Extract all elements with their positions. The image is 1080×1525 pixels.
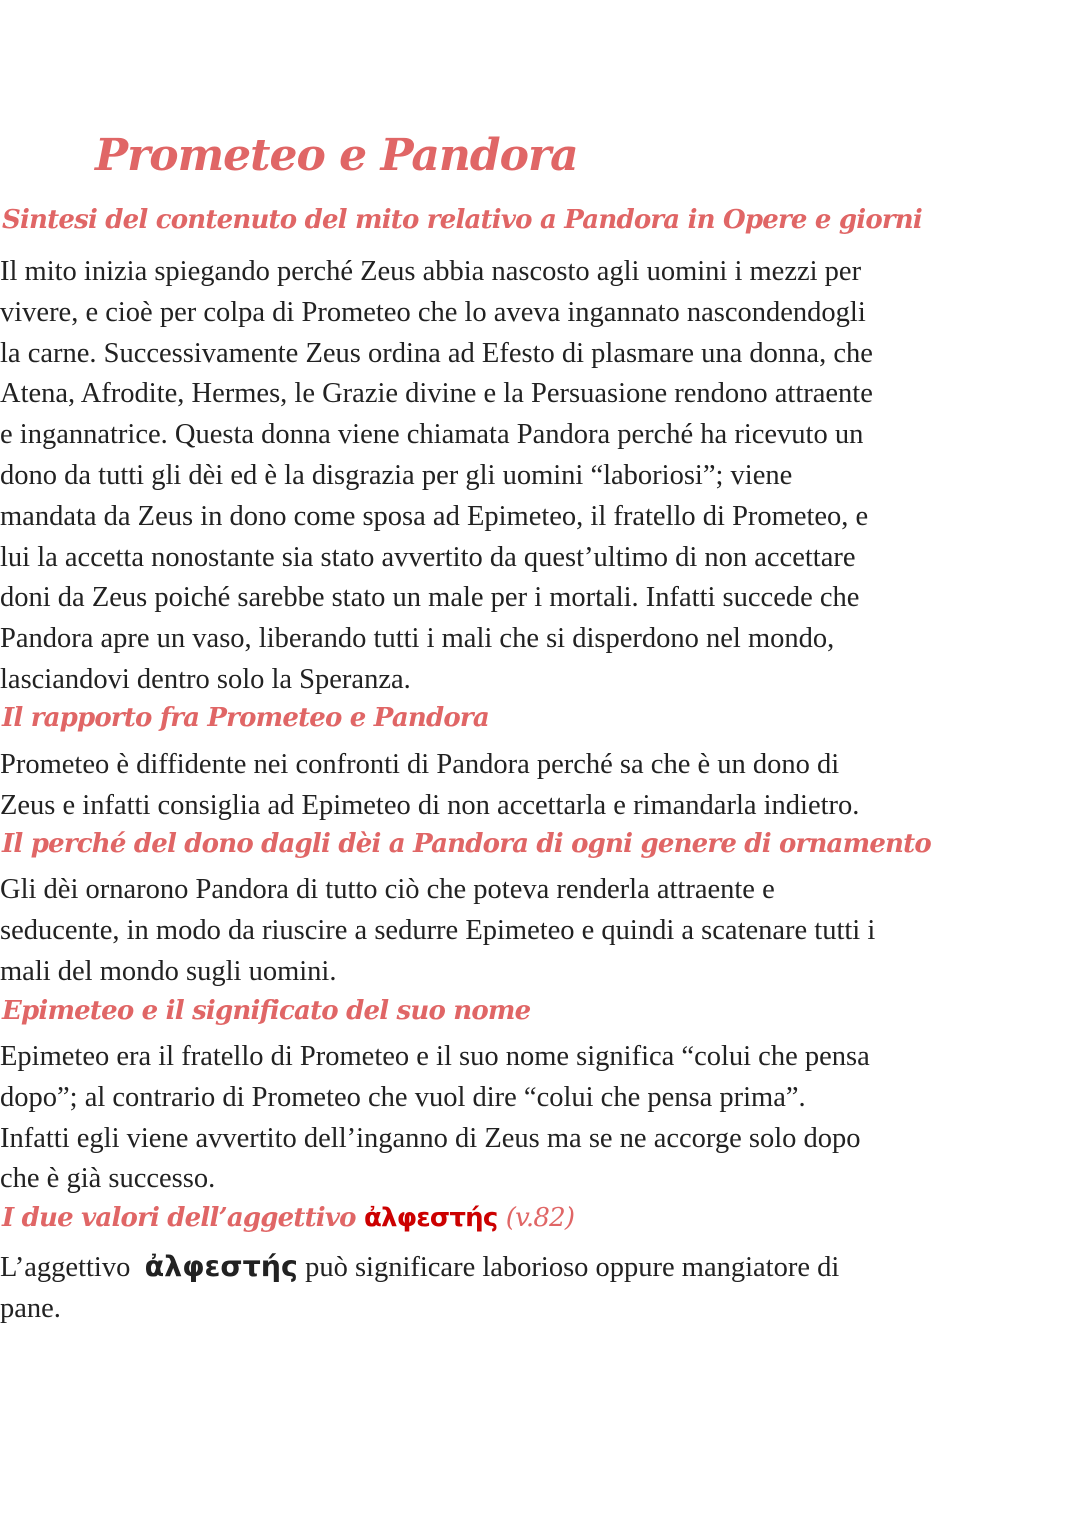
verse-reference: (v.82) xyxy=(505,1203,575,1233)
text-line: Pandora apre un vaso, liberando tutti i mali che si disperdono nel mondo, xyxy=(0,623,835,655)
text-line: doni da Zeus poiché sarebbe stato un male per i mortali. Infatti succede che xyxy=(0,582,860,614)
line-prefix: L’aggettivo xyxy=(0,1252,131,1283)
text-line: Infatti egli viene avvertito dell’inganno di Zeus ma se ne accorge solo dopo xyxy=(0,1122,861,1154)
text-line: dopo”; al contrario di Prometeo che vuol dire “colui che pensa prima”. xyxy=(0,1081,806,1113)
greek-word: ἀλφεστής xyxy=(363,1203,498,1233)
text-line: vivere, e cioè per colpa di Prometeo che lo aveva ingannato nascondendogli xyxy=(0,296,866,328)
section-heading-adjective xyxy=(2,1203,574,1233)
section-body-epimetheus xyxy=(0,1037,1000,1200)
line-suffix: può significare laborioso oppure mangiatore di xyxy=(305,1252,840,1283)
document-title: Prometeo e Pandora xyxy=(95,130,578,181)
heading-prefix: I due valori dell’aggettivo xyxy=(2,1203,356,1233)
section-heading-epimetheus: Epimeteo e il significato del suo nome xyxy=(2,996,531,1026)
text-line xyxy=(0,1247,1000,1289)
text-line: dono da tutti gli dèi ed è la disgrazia per gli uomini “laboriosi”; viene xyxy=(0,459,793,491)
text-line: seducente, in modo da riuscire a sedurre Epimeteo e quindi a scatenare tutti i xyxy=(0,914,876,946)
text-line: lasciandovi dentro solo la Speranza. xyxy=(0,663,411,695)
section-body-relationship xyxy=(0,745,1000,827)
text-line: mandata da Zeus in dono come sposa ad Epimeteo, il fratello di Prometeo, e xyxy=(0,500,869,532)
section-heading-gift: Il perché del dono dagli dèi a Pandora di ogni genere di ornamento xyxy=(2,829,931,859)
text-line: Epimeteo era il fratello di Prometeo e il suo nome significa “colui che pensa xyxy=(0,1041,870,1072)
text-line: Zeus e infatti consiglia ad Epimeteo di non accettarla e rimandarla indietro. xyxy=(0,789,860,821)
text-line: Gli dèi ornarono Pandora di tutto ciò che poteva renderla attraente e xyxy=(0,874,775,905)
text-line: Atena, Afrodite, Hermes, le Grazie divine e la Persuasione rendono attraente xyxy=(0,378,873,410)
section-heading-relationship: Il rapporto fra Prometeo e Pandora xyxy=(2,703,489,733)
section-body-summary xyxy=(0,252,1000,701)
text-line: Il mito inizia spiegando perché Zeus abbia nascosto agli uomini i mezzi per xyxy=(0,256,862,287)
section-body-gift xyxy=(0,870,1000,992)
text-line: che è già successo. xyxy=(0,1163,216,1195)
text-line: Prometeo è diffidente nei confronti di Pandora perché sa che è un dono di xyxy=(0,749,840,780)
text-line: lui la accetta nonostante sia stato avvertito da quest’ultimo di non accettare xyxy=(0,541,856,573)
section-body-adjective xyxy=(0,1247,1000,1330)
text-line: pane. xyxy=(0,1292,61,1324)
text-line: e ingannatrice. Questa donna viene chiamata Pandora perché ha ricevuto un xyxy=(0,419,864,451)
text-line: la carne. Successivamente Zeus ordina ad Efesto di plasmare una donna, che xyxy=(0,337,873,369)
text-line: mali del mondo sugli uomini. xyxy=(0,955,337,987)
section-heading-summary: Sintesi del contenuto del mito relativo a Pandora in Opere e giorni xyxy=(2,205,922,235)
greek-word: ἀλφεστής xyxy=(144,1250,298,1283)
